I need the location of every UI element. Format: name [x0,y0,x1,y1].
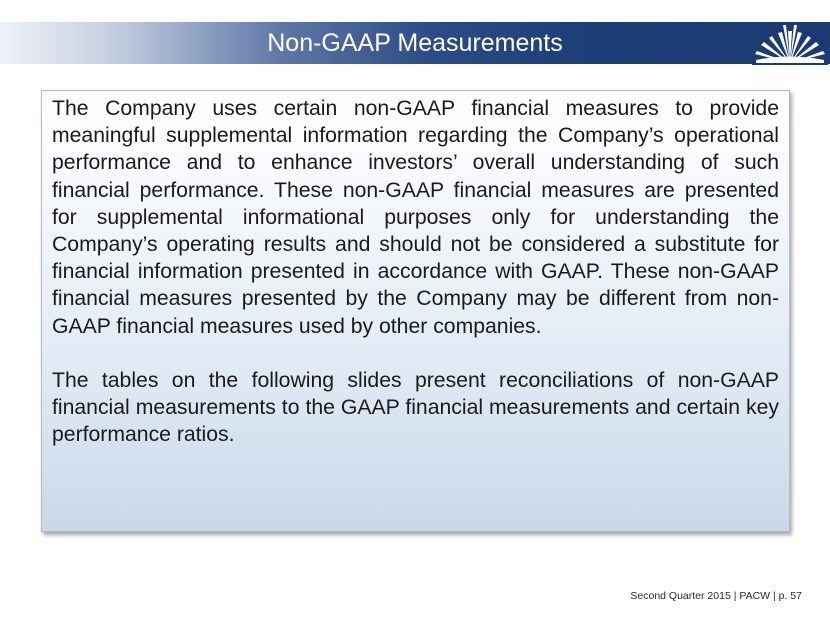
title-bar [0,22,830,64]
content-box [41,90,790,532]
body-paragraph-1: The Company uses certain non-GAAP financial measures to provide meaningful supplemental information regarding the Company’s operational performance and to enhance investors’ overall understanding of such financial performance. These non-GAAP financial measures are presented for supplemental informational purposes only for understanding the Company’s operating results and should not be considered a substitute for financial information presented in accordance with GAAP. These non-GAAP financial measures presented by the Company may be different from non-GAAP financial measures used by other companies. [52,97,779,338]
body-paragraph-2: The tables on the following slides present reconciliations of non-GAAP financial measurements to the GAAP financial measurements and certain key performance ratios. [52,368,779,447]
page-title: Non-GAAP Measurements [267,29,563,57]
sunburst-logo-icon [752,23,828,65]
page-footer: Second Quarter 2015 | PACW | p. 57 [630,590,802,602]
